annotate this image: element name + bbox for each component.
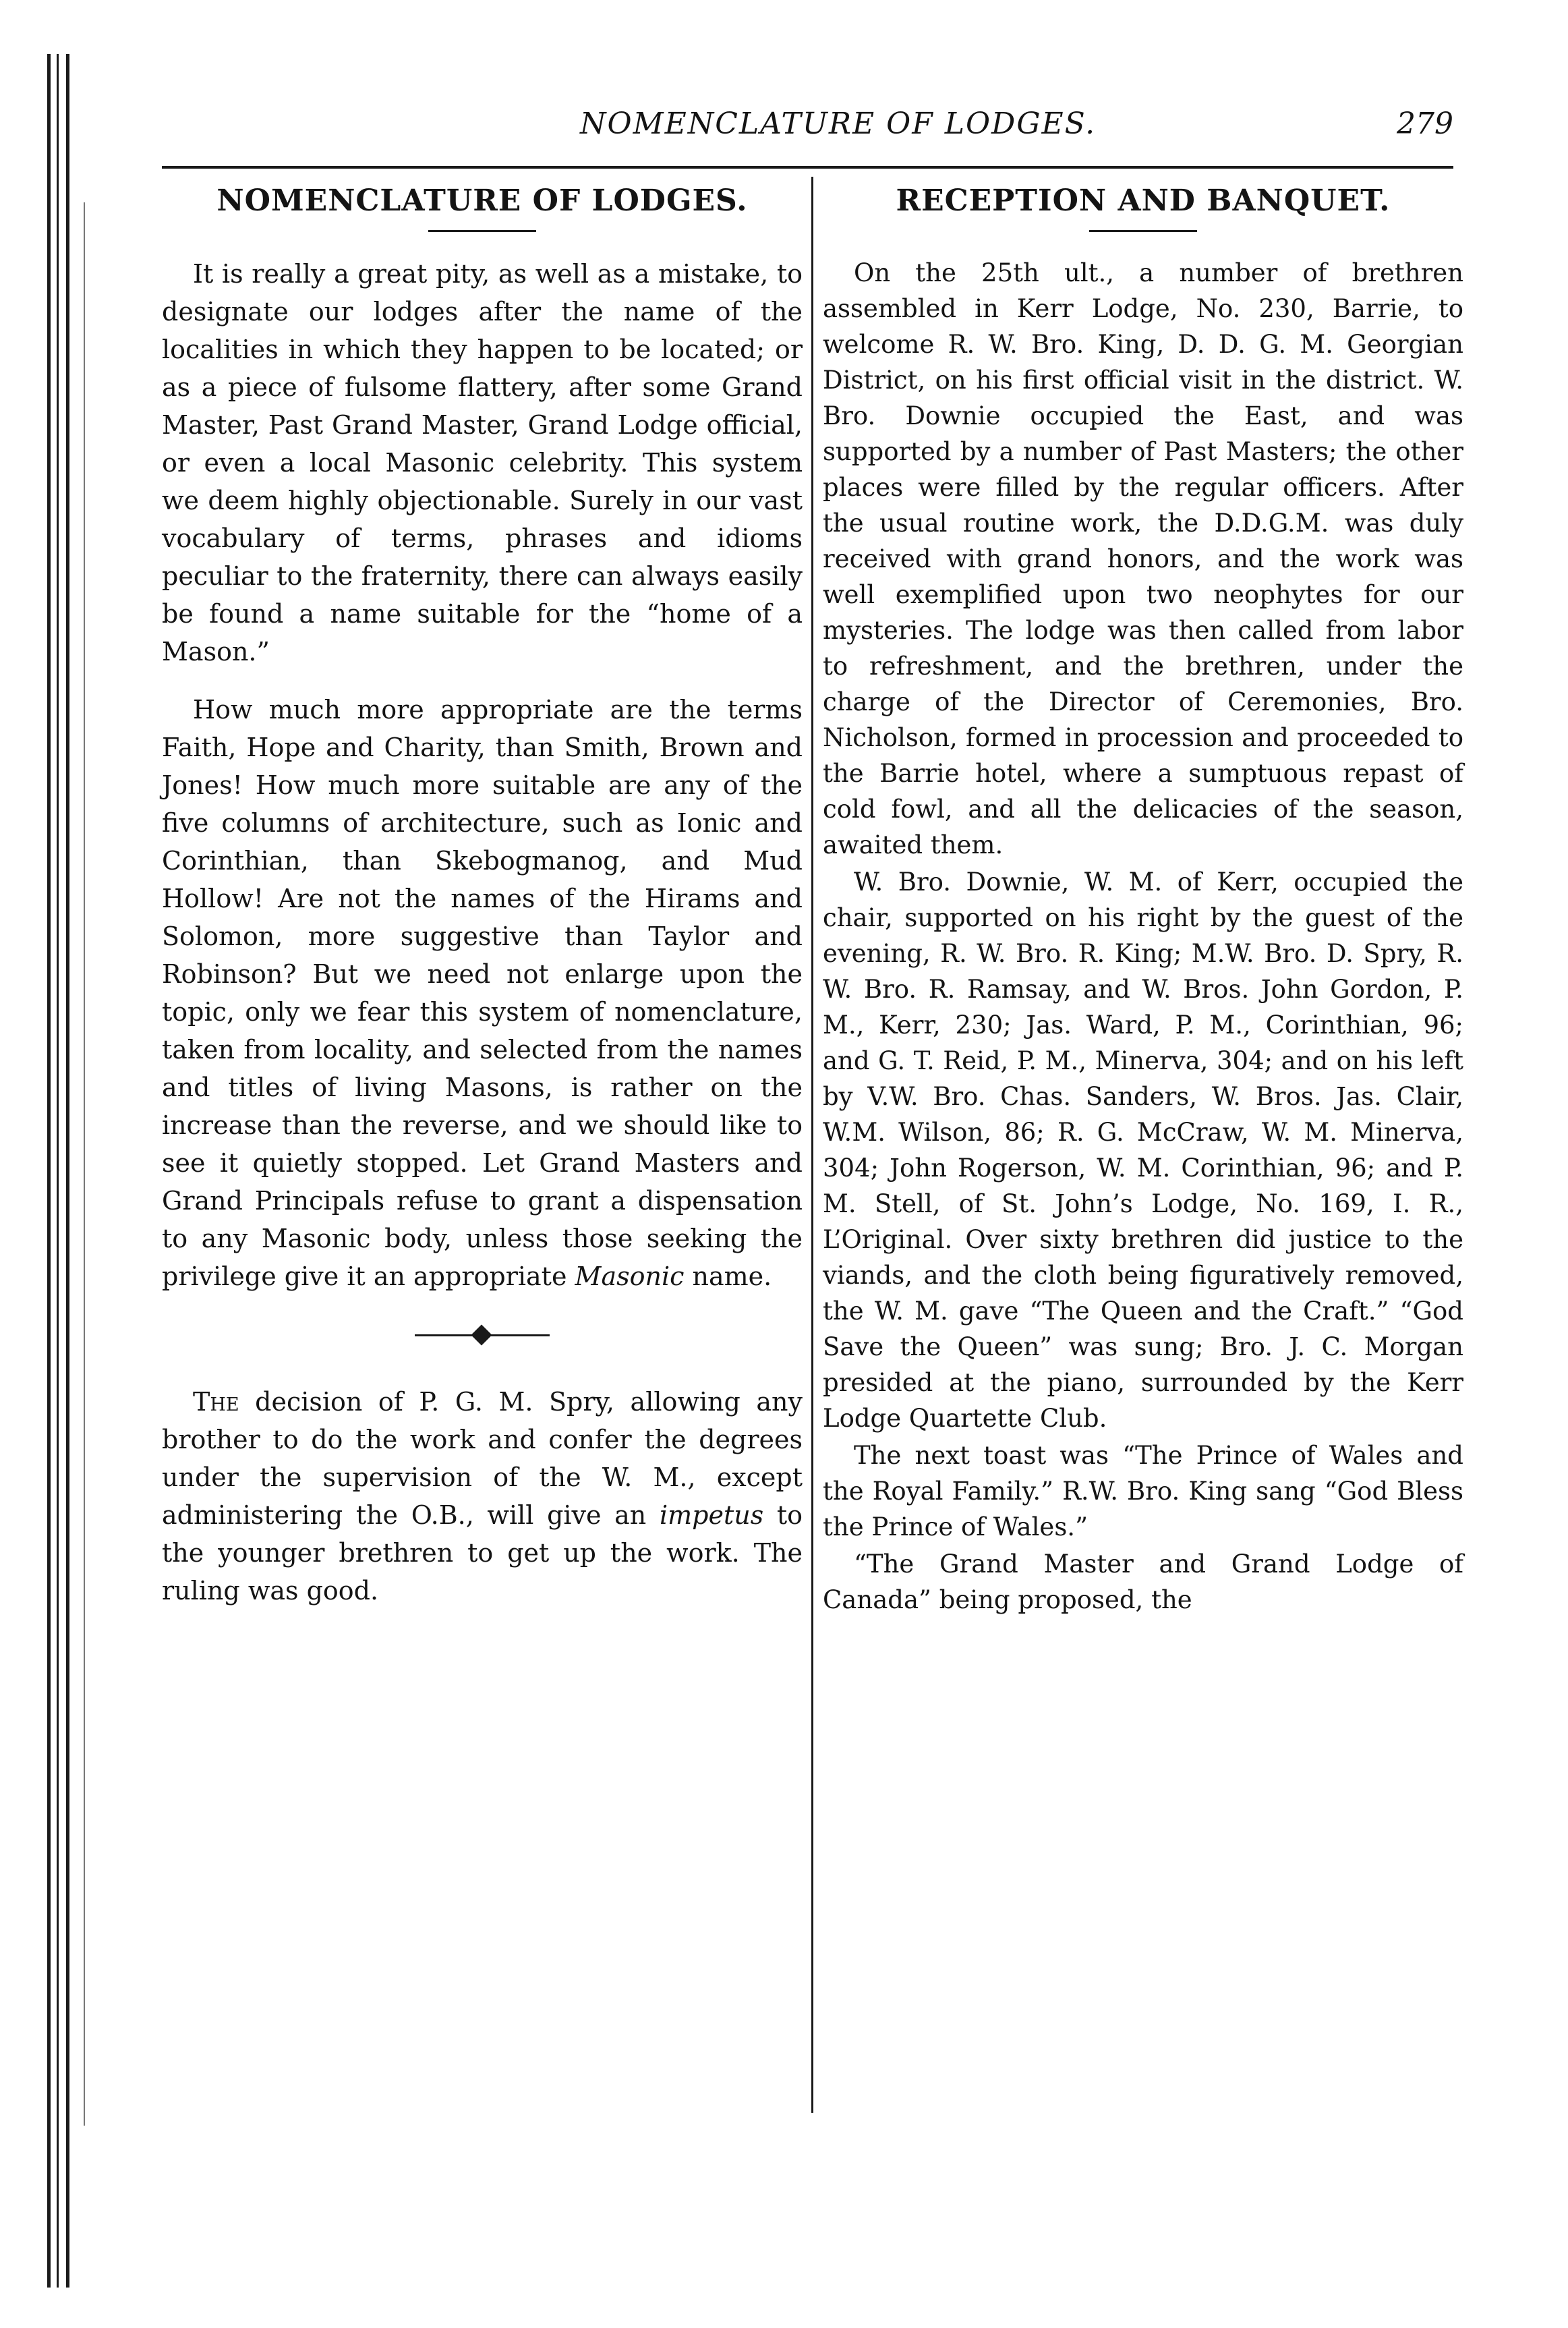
paragraph-text: How much more appropriate are the terms Faith, Hope and Charity, than Smith, Brown and Jones! How much more suitable are any of the five columns of architecture, such as Ionic and Corinthian, than Skebogmanog, and Mud Hollow! Are not the names of the Hirams and Solomon, more suggestive than Taylor and Robinson? But we need not enlarge upon the topic, only we fear this system of nomenclature, taken from locality, and selected from the names and titles of living Masons, is rather on the increase than the reverse, and we should like to see it quietly stopped. Let Grand Masters and Grand Principals refuse to grant a dispensation to any Masonic body, unless those seeking the privilege give it an appropriate bbox=[162, 695, 803, 1291]
article-heading-reception: RECEPTION AND BANQUET. bbox=[896, 183, 1391, 218]
page-number: 279 bbox=[1397, 107, 1453, 141]
italic-word: Masonic bbox=[575, 1261, 685, 1291]
paragraph-text: name. bbox=[692, 1261, 772, 1291]
lead-word: The bbox=[193, 1387, 239, 1417]
article-paragraph: W. Bro. Downie, W. M. of Kerr, occupied the chair, supported on his right by the guest of the evening, R. W. Bro. R. King; M.W. Bro. D. Spry, R. W. Bro. R. Ramsay, and W. Bros. John Gordon, P. M., Kerr, 230; Jas. Ward, P. M., Corinthian, 96; and G. T. Reid, P. M., Minerva, 304; and on his left by V.W. Bro. Chas. Sanders, W. Bros. Jas. Clair, W.M. Wilson, 86; R. G. McCraw, W. M. Minerva, 304; John Rogerson, W. M. Corinthian, 96; and P. M. Stell, of St. John’s Lodge, No. 169, I. R., L’Original. Over sixty brethren did justice to the viands, and the cloth being figuratively removed, the W. M. gave “The Queen and the Craft.” “God Save the Queen” was sung; Bro. J. C. Morgan presided at the piano, surrounded by the Kerr Lodge Quartette Club. bbox=[823, 868, 1463, 1433]
article-paragraph bbox=[162, 691, 803, 1295]
running-title: NOMENCLATURE OF LODGES. bbox=[580, 107, 1097, 141]
article-paragraph: On the 25th ult., a number of brethren assembled in Kerr Lodge, No. 230, Barrie, to welcome R. W. Bro. King, D. D. G. M. Georgian District, on his first official visit in the district. W. Bro. Downie occupied the East, and was supported by a number of Past Masters; the other places were filled by the regular officers. After the usual routine work, the D.D.G.M. was duly received with grand honors, and the work was well exemplified upon two neophytes for our mysteries. The lodge was then called from labor to refreshment, and the brethren, under the charge of the Director of Ceremonies, Bro. Nicholson, formed in procession and proceeded to the Barrie hotel, where a sumptuous repast of cold fowl, and all the delicacies of the season, awaited them. bbox=[823, 258, 1463, 859]
article-heading-nomenclature: NOMENCLATURE OF LODGES. bbox=[216, 183, 748, 218]
article-paragraph: The next toast was “The Prince of Wales and the Royal Family.” R.W. Bro. King sang “God Bless the Prince of Wales.” bbox=[823, 1441, 1463, 1541]
left-column bbox=[162, 177, 803, 1610]
ornament-diamond bbox=[471, 1324, 492, 1345]
article-paragraph: “The Grand Master and Grand Lodge of Canada” being proposed, the bbox=[823, 1550, 1463, 1614]
heading-rule bbox=[428, 230, 536, 232]
italic-word: impetus bbox=[659, 1500, 764, 1530]
column-divider bbox=[811, 177, 813, 2113]
paragraph-text: decision of P. G. M. Spry, allowing any brother to do the work and confer the degrees under the supervision of the W. M., except administering the O.B., will give an bbox=[162, 1387, 803, 1530]
article-paragraph bbox=[162, 1383, 803, 1610]
header-rule bbox=[162, 166, 1453, 169]
binding-line bbox=[57, 54, 59, 2288]
binding-line bbox=[84, 202, 85, 2126]
section-ornament bbox=[415, 1322, 550, 1349]
binding-line bbox=[66, 54, 69, 2288]
article-paragraph: It is really a great pity, as well as a mistake, to designate our lodges after the name of the localities in which they happen to be located; or as a piece of fulsome flattery, after some Grand Master, Past Grand Master, Grand Lodge official, or even a local Masonic celebrity. This system we deem highly objectionable. Surely in our vast vocabulary of terms, phrases and idioms peculiar to the fraternity, there can always easily be found a name suitable for the “home of a Mason.” bbox=[162, 259, 803, 666]
paragraph-text: to the younger brethren to get up the work. The ruling was good. bbox=[162, 1500, 803, 1606]
binding-line bbox=[47, 54, 51, 2288]
page-header bbox=[162, 94, 1453, 162]
heading-rule bbox=[1089, 230, 1197, 232]
book-binding-edge bbox=[0, 0, 101, 2328]
right-column bbox=[823, 177, 1463, 1618]
